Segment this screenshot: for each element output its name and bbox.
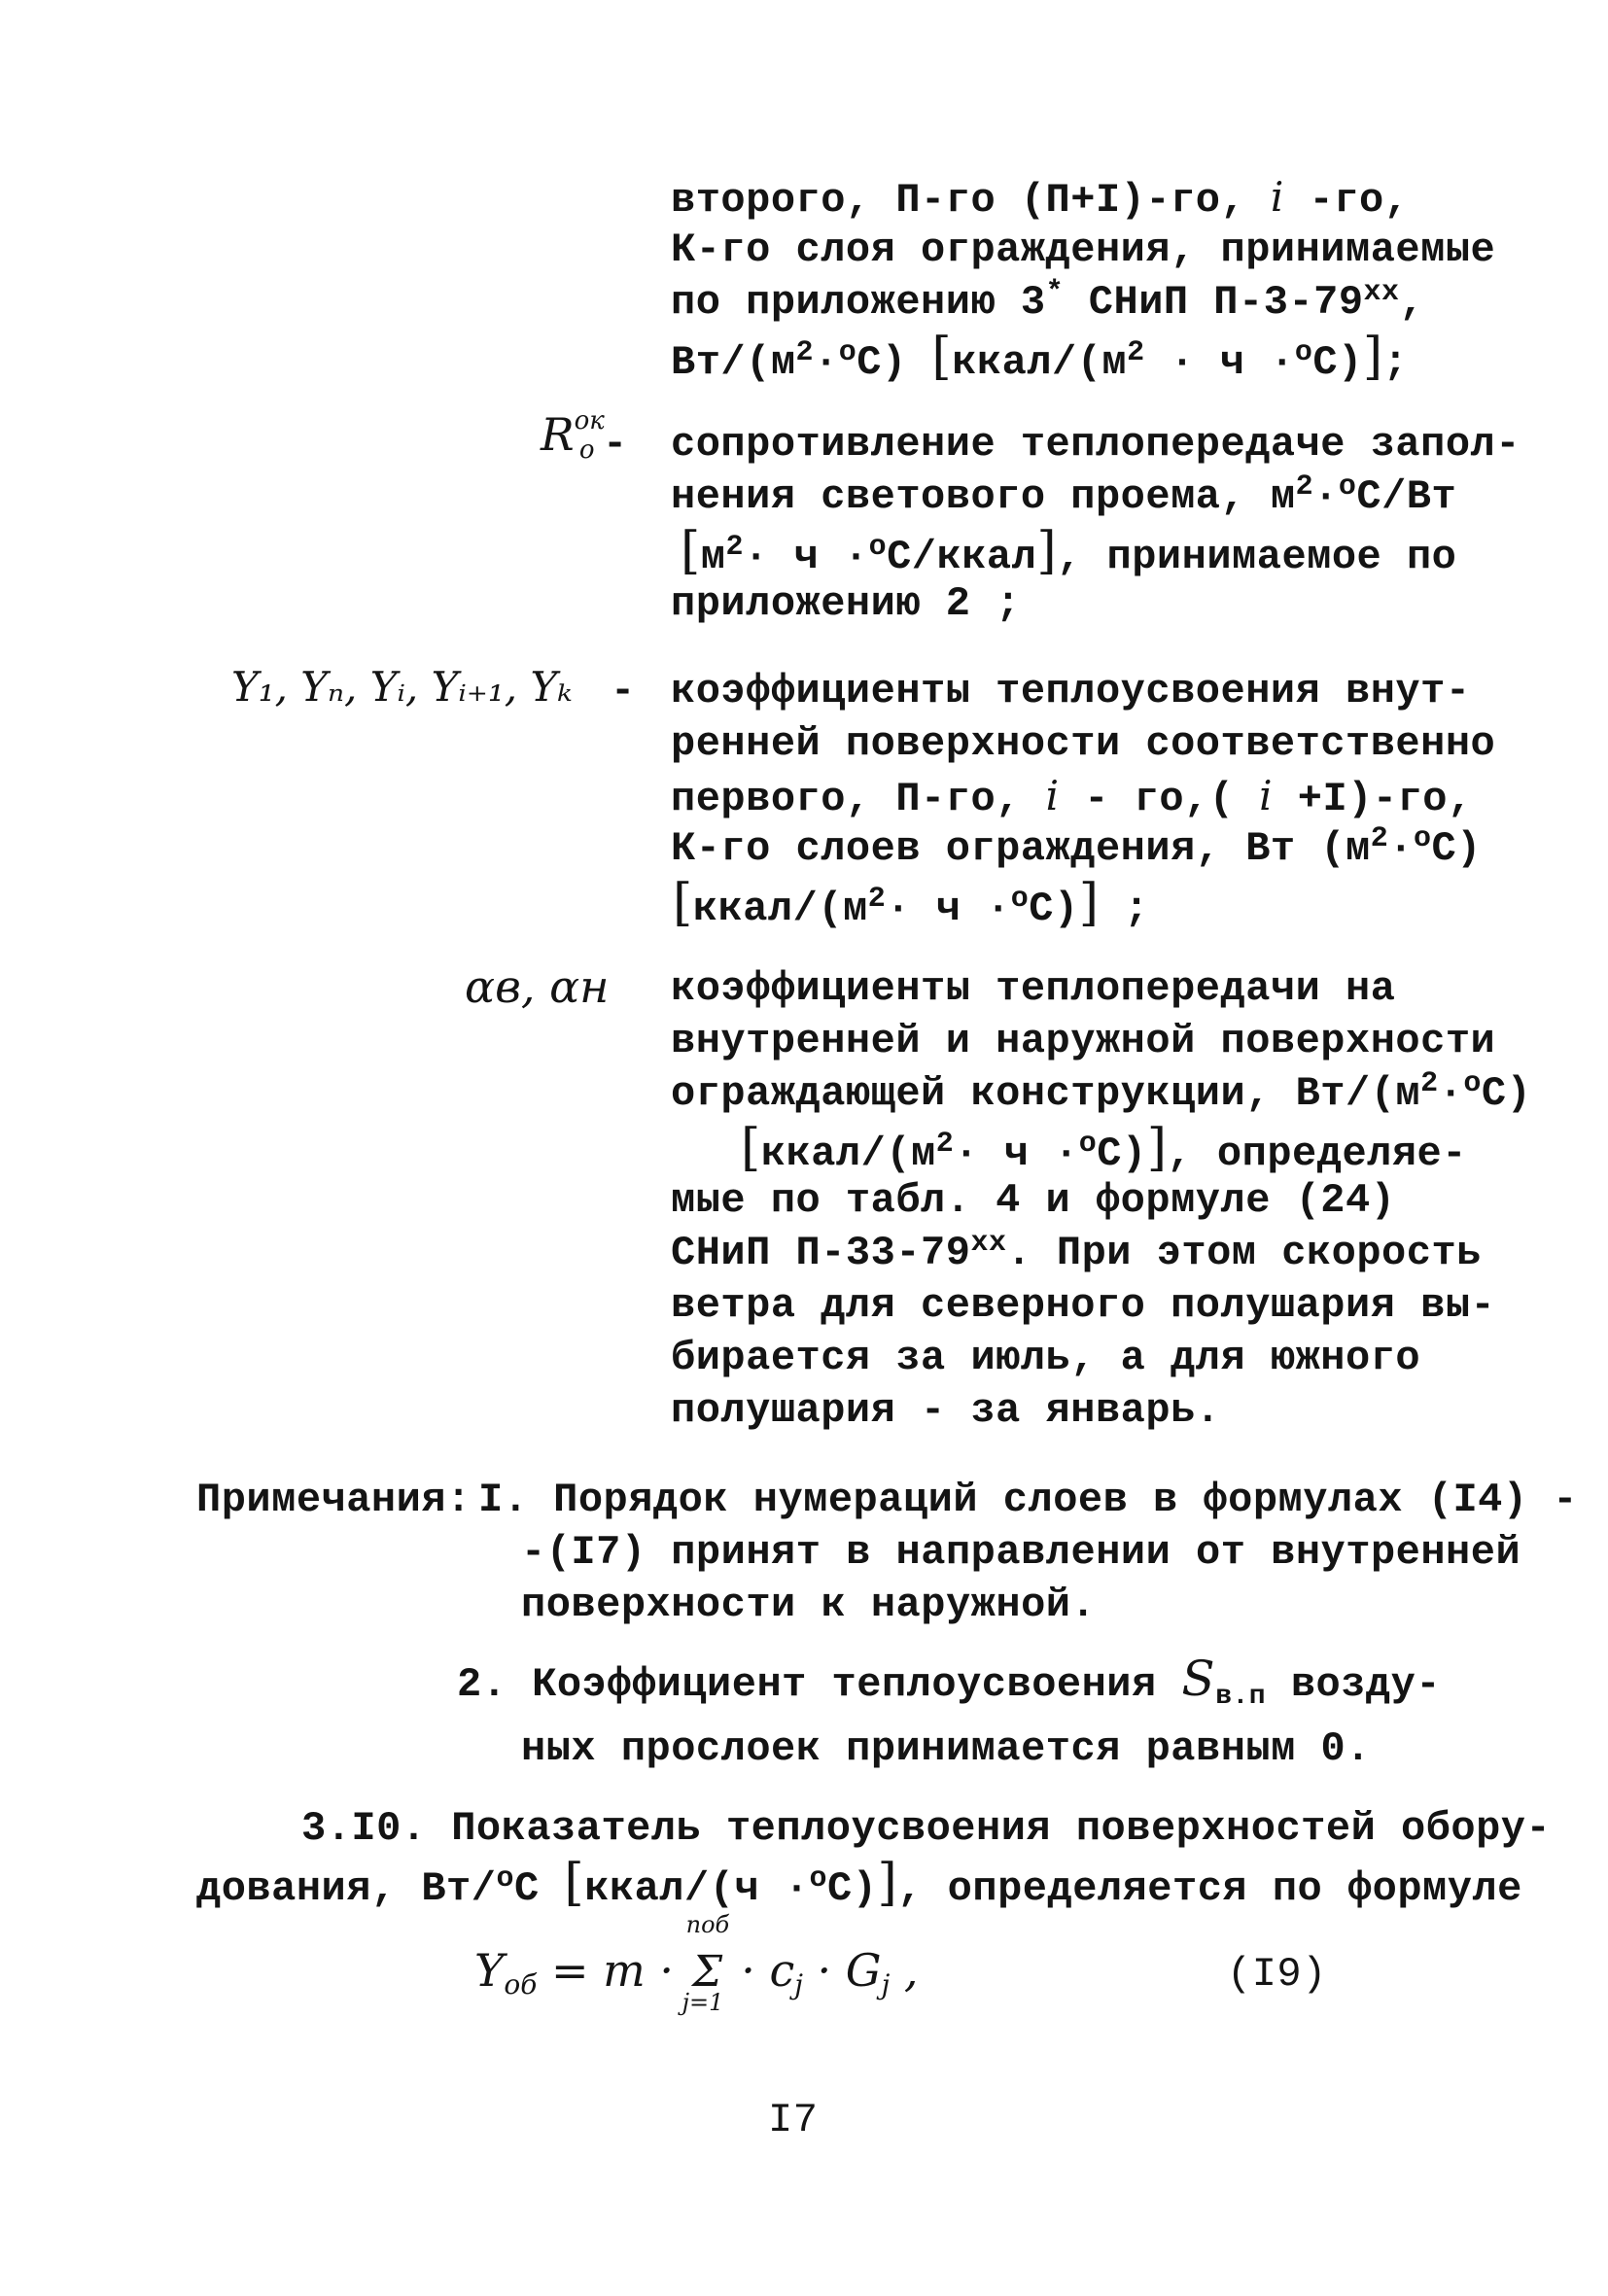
block4-line9: полушария - за январь. [671,1387,1221,1434]
block4-line4: $[ккал/(м^2\cdot ч \cdot^oC)]$, определяе- [741,1119,1467,1177]
note1-line1: I. Порядок нумераций слоев в формулах (I4) - [478,1477,1578,1523]
para-3-10-line2: дования, Вт/$^o$C [ккал/(ч ·$^o$C)], определяется по формуле [196,1854,1522,1912]
note2-line2: ных прослоек принимается равным 0. [521,1725,1371,1772]
block2-line1: сопротивление теплопередаче запол- [671,421,1521,468]
block1-line2: К-го слоя ограждения, принимаемые [671,226,1496,273]
para-3-10-line1: 3.I0. Показатель теплоусвоения поверхностей обору- [301,1805,1552,1852]
block2-line3: [$м^2\cdot ч$ ·$^o$C/ккал], принимаемое по [681,522,1457,580]
block1-line4: $Вт/(м^2\cdot^oC)$ $[ккал/(м^2 \cdot ч \cdot^oC)]$; [671,328,1409,386]
block2-line4: приложению 2 ; [671,580,1021,627]
block4-line1: коэффициенты теплопередачи на [671,965,1396,1012]
block1-line3: по приложению 3* СНиП П-3-79$^{xx}$, [671,276,1425,326]
block3-line2: ренней поверхности соответственно [671,720,1496,767]
page-number: I7 [768,2097,819,2143]
block4-line5: мые по табл. 4 и формуле (24) [671,1177,1396,1224]
symbol-alpha-v-n: αв, αн [465,960,610,1013]
notes-heading: Примечания: [196,1477,472,1523]
block3-line3: первого, П-го, i - го,( i +I)-го, [671,772,1473,822]
block4-line2: внутренней и наружной поверхности [671,1018,1496,1064]
formula-19: $Y_{об} = m$ · nоб Σ j=1 · $c_j \cdot G_j$ , [474,1911,919,2016]
block3-line4: К-го слоев ограждения, Вт $(м^2\cdot^oC)$ [671,822,1482,872]
block3-line5: $[ккал/(м^2\cdot ч \cdot^oC)]$ ; [673,874,1149,932]
block4-line6: СНиП П-33-79$^{xx}$. При этом скорость [671,1227,1482,1276]
block2-dash: - [603,421,628,468]
block2-line2: нения светового проема, $м^2\cdot^oC/Вт$ [671,470,1457,520]
block4-line7: ветра для северного полушария вы- [671,1282,1496,1329]
block4-line3: ограждающей конструкции, $Вт/(м^2\cdot^oC)$ [671,1067,1532,1117]
note1-line2: -(I7) принят в направлении от внутренней [521,1529,1521,1576]
note2-line1: 2. Коэффициент теплоусвоения $S_{в.п}$ возду- [457,1651,1442,1712]
formula-number: (I9) [1227,1951,1327,1998]
block3-dash: - [611,668,636,714]
symbol-Y-list: Y₁, Yₙ, Yᵢ, Yᵢ₊₁, Yₖ [231,663,573,711]
block4-line8: бирается за июль, а для южного [671,1335,1421,1381]
note1-line3: поверхности к наружной. [521,1582,1097,1628]
block1-line1: второго, П-го (П+I)-го, i -го, [671,173,1410,224]
symbol-R-o-ok: $R^{ок}_о$ [541,406,605,465]
block3-line1: коэффициенты теплоусвоения внут- [671,668,1471,714]
sigma-sum: nоб Σ j=1 [682,1911,730,2016]
